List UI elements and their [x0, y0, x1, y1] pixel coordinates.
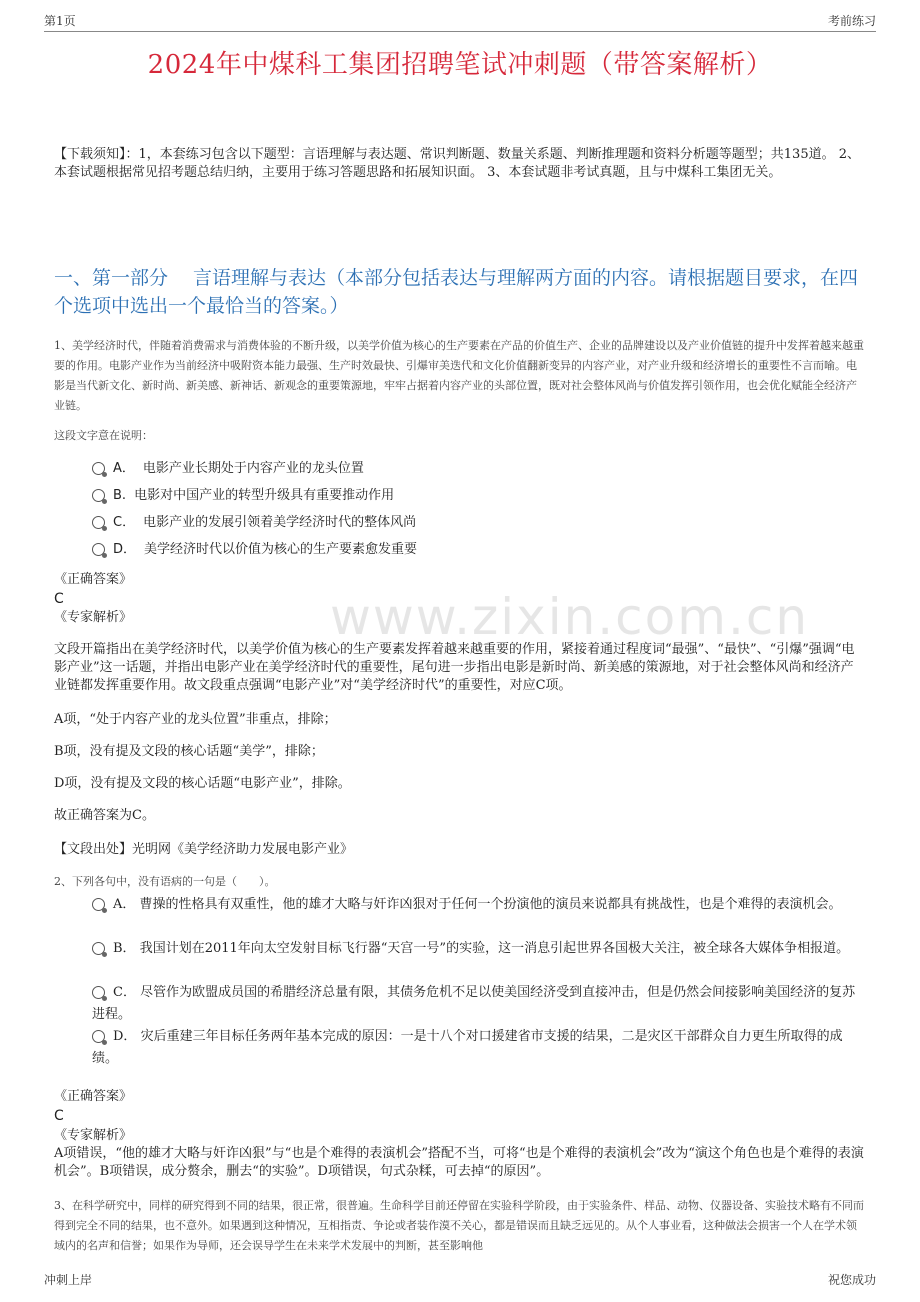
radio-icon[interactable] — [92, 1030, 105, 1043]
radio-icon[interactable] — [92, 489, 105, 502]
q1-analysis: 文段开篇指出在美学经济时代，以美学价值为核心的生产要素发挥着越来越重要的作用，紧接着通过程度词“最强”、“最快”、“引爆”强调“电影产业”这一话题，并指出电影产业在美学经济时代的重要性，尾句进一步指出电影是新时尚、新美感的策源地，对于社会整体风尚和经济产业链都发挥重要作用。故文段重点强调“电影产业”对“美学经济时代”的重要性，对应C项。 — [54, 642, 855, 693]
q1-option-a[interactable]: A． 电影产业长期处于内容产业的龙头位置 — [92, 458, 862, 480]
q1-note-d: D项，没有提及文段的核心话题“电影产业”，排除。 — [54, 776, 351, 791]
q1-answer-label: 《正确答案》 — [54, 572, 133, 587]
question-2-text: 2、下列各句中，没有语病的一句是（ ）。 — [54, 875, 276, 888]
q1-note-a: A项，“处于内容产业的龙头位置”非重点，排除； — [54, 712, 337, 727]
q2-option-b[interactable]: B． 我国计划在2011年向太空发射目标飞行器“天宫一号”的实验，这一消息引起世界各国极大关注，被全球各大媒体争相报道。 — [92, 938, 862, 960]
footer-left: 冲刺上岸 — [44, 1273, 93, 1287]
q2-analysis-label: 《专家解析》 — [54, 1128, 133, 1143]
page-title: 2024年中煤科工集团招聘笔试冲刺题（带答案解析） — [147, 50, 773, 80]
q2-option-c[interactable]: C． 尽管作为欧盟成员国的希腊经济总量有限，其债务危机不足以使美国经济受到直接冲击，但是仍然会间接影响美国经济的复苏进程。 — [92, 985, 856, 1022]
q1-option-b[interactable]: B. 电影对中国产业的转型升级具有重要推动作用 — [92, 485, 862, 507]
q1-note-b: B项，没有提及文段的核心话题“美学”，排除； — [54, 744, 324, 759]
radio-icon[interactable] — [92, 516, 105, 529]
footer-right: 祝您成功 — [827, 1273, 876, 1287]
q1-source: 【文段出处】光明网《美学经济助力发展电影产业》 — [54, 842, 354, 857]
question-1-text: 1、美学经济时代，伴随着消费需求与消费体验的不断升级，以美学价值为核心的生产要素在产品的价值生产、企业的品牌建设以及产业价值链的提升中发挥着越来越重要的作用。电影产业作为当前经济中吸附资本能力最强、生产时效最快、引爆审美迭代和文化价值翻新变异的内容产业，对产业升级和经济增长的重要性不言而喻。电影是当代新文化、新时尚、新美感、新神话、新观念的重要策源地，牢牢占据着内容产业的头部位置，既对社会整体风尚与价值发挥引领作用，也会优化赋能全经济产业链。 — [54, 339, 864, 412]
q2-analysis: A项错误，“他的雄才大略与奸诈凶狠”与“也是个难得的表演机会”搭配不当，可将“也是个难得的表演机会”改为“演这个角色也是个难得的表演机会”。B项错误，成分赘余，删去“的实验”。D项错误，句式杂糅，可去掉“的原因”。 — [54, 1146, 864, 1179]
question-3-text: 3、在科学研究中，同样的研究得到不同的结果，很正常，很普遍。生命科学目前还停留在实验科学阶段，由于实验条件、样品、动物、仪器设备、实验技术略有不同而得到完全不同的结果，也不意外。如果遇到这种情况，互相指责、争论或者装作漠不关心，都是错误而且缺乏远见的。从个人事业看，这种做法会损害一个人在学术领域内的名声和信誉；如果作为导师，还会误导学生在未来学术发展中的判断，甚至影响他 — [54, 1199, 864, 1252]
header-divider — [44, 31, 876, 32]
q2-answer: C — [54, 1108, 64, 1124]
radio-icon[interactable] — [92, 942, 105, 955]
radio-icon[interactable] — [92, 543, 105, 556]
q1-answer: C — [54, 591, 64, 607]
watermark: www.zixin.com.cn — [330, 588, 810, 646]
q2-option-a[interactable]: A． 曹操的性格具有双重性，他的雄才大略与奸诈凶狠对于任何一个扮演他的演员来说都具有挑战性，也是个难得的表演机会。 — [92, 894, 862, 916]
header-tag: 考前练习 — [827, 14, 876, 28]
q1-conclusion: 故正确答案为C。 — [54, 808, 155, 823]
question-1-prompt: 这段文字意在说明： — [54, 429, 153, 442]
section-title: 一、第一部分 言语理解与表达（本部分包括表达与理解两方面的内容。请根据题目要求，在四个选项中选出一个最恰当的答案。） — [54, 267, 859, 317]
q1-analysis-label: 《专家解析》 — [54, 610, 133, 625]
radio-icon[interactable] — [92, 986, 105, 999]
q1-option-c[interactable]: C． 电影产业的发展引领着美学经济时代的整体风尚 — [92, 512, 862, 534]
q2-answer-label: 《正确答案》 — [54, 1089, 133, 1104]
q1-option-d[interactable]: D． 美学经济时代以价值为核心的生产要素愈发重要 — [92, 539, 862, 561]
q2-option-d[interactable]: D． 灾后重建三年目标任务两年基本完成的原因：一是十八个对口援建省市支援的结果，二是灾区干部群众自力更生所取得的成绩。 — [92, 1029, 843, 1066]
radio-icon[interactable] — [92, 462, 105, 475]
radio-icon[interactable] — [92, 898, 105, 911]
page-number: 第1页 — [44, 14, 76, 28]
download-notice: 【下载须知】：1，本套练习包含以下题型：言语理解与表达题、常识判断题、数量关系题、判断推理题和资料分析题等题型；共135道。 2、本套试题根据常见招考题总结归纳，主要用于练习答题思路和拓展知识面。 3、本套试题非考试真题，且与中煤科工集团无关。 — [54, 147, 860, 180]
